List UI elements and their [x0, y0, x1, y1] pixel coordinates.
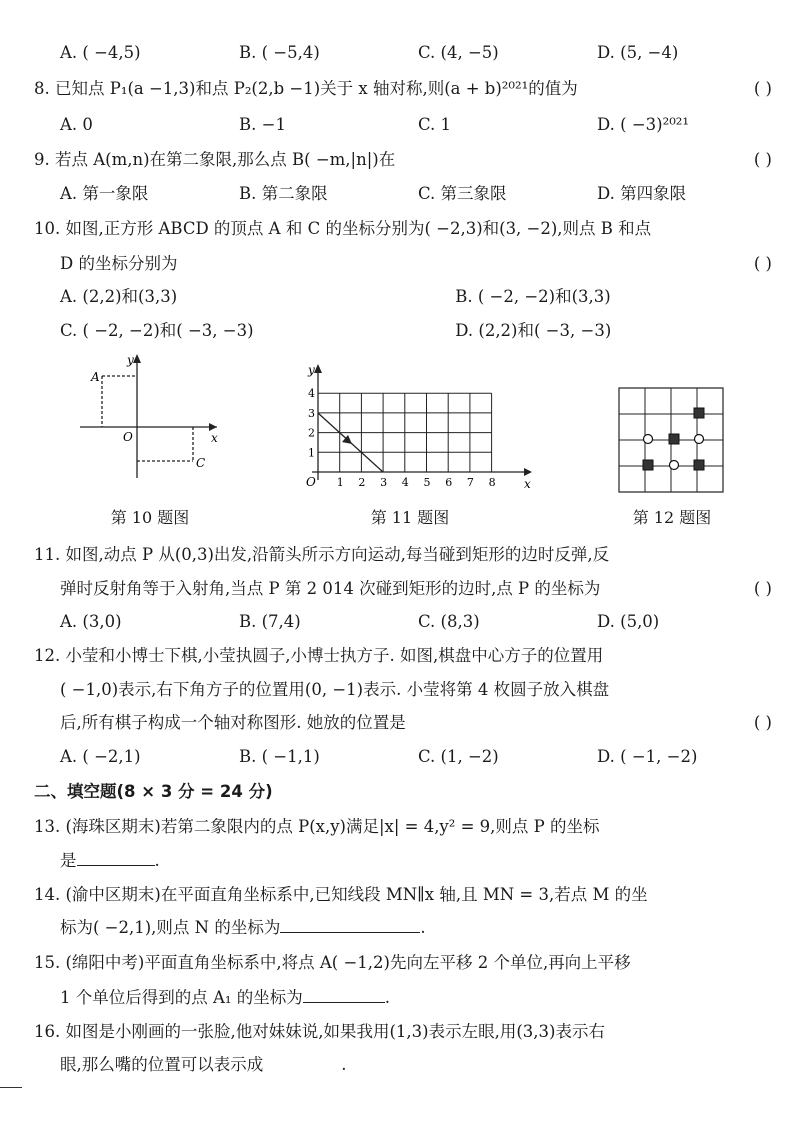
section-fill-in-heading: 二、填空题(8 × 3 分 = 24 分) — [34, 782, 273, 801]
q7-option-b: B. ( −5,4) — [239, 43, 320, 62]
fig11-y-tick-label: 4 — [308, 387, 315, 401]
q9-option-a: A. 第一象限 — [60, 184, 149, 203]
q10-option-d: D. (2,2)和( −3, −3) — [455, 321, 612, 340]
q8-options — [34, 110, 776, 140]
q11-option-d: D. (5,0) — [597, 612, 660, 631]
q10-stem-line1: 10. 如图,正方形 ABCD 的顶点 A 和 C 的坐标分别为( −2,3)和(3, −2),则点 B 和点 — [34, 219, 652, 238]
q11-option-c: C. (8,3) — [418, 612, 480, 631]
fig11-x-tick-label: 4 — [401, 476, 409, 489]
page-corner-rule — [0, 1087, 22, 1088]
q14-stem-line1: 14. (渝中区期末)在平面直角坐标系中,已知线段 MN∥x 轴,且 MN = 3,若点 M 的坐 — [34, 885, 648, 904]
fig11-x-tick-label: 2 — [358, 476, 366, 489]
q16-stem-line2-end: . — [341, 1055, 347, 1074]
q13-stem-line2-end: . — [154, 851, 160, 870]
q8-option-d: D. ( −3)²⁰²¹ — [597, 115, 690, 134]
fig11-x-tick-label: 8 — [488, 476, 496, 489]
fig10-caption: 第 10 题图 — [110, 508, 190, 527]
fig11-x-tick-label: 3 — [380, 476, 388, 489]
fig12-chessboard-diagram — [615, 384, 727, 496]
q12-stem-line2 — [34, 675, 776, 705]
fig10-label-x: x — [211, 431, 218, 445]
q12-option-d: D. ( −1, −2) — [597, 747, 698, 766]
q7-option-d: D. (5, −4) — [597, 43, 679, 62]
q11-stem-line2 — [34, 574, 776, 604]
fig11-caption: 第 11 题图 — [370, 508, 450, 527]
q10-option-a: A. (2,2)和(3,3) — [60, 287, 178, 306]
fig11-x-tick-label: 5 — [423, 476, 431, 489]
q9-option-d: D. 第四象限 — [597, 184, 687, 203]
q10-stem-line2 — [34, 249, 776, 279]
q8-option-c: C. 1 — [418, 115, 452, 134]
q8-stem-text: 8. 已知点 P₁(a −1,3)和点 P₂(2,b −1)关于 x 轴对称,则(a + b)²⁰²¹的值为 — [34, 79, 578, 98]
q11-stem-line1: 11. 如图,动点 P 从(0,3)出发,沿箭头所示方向运动,每当碰到矩形的边时反弹,反 — [34, 545, 610, 564]
q14-stem-line2 — [34, 913, 776, 943]
q9-stem-text: 9. 若点 A(m,n)在第二象限,那么点 B( −m,|n|)在 — [34, 150, 396, 169]
fig11-y-tick-label: 3 — [308, 406, 315, 420]
q15-stem-line1: 15. (绵阳中考)平面直角坐标系中,将点 A( −1,2)先向左平移 2 个单位,再向上平移 — [34, 953, 631, 972]
fig11-label-x: x — [524, 477, 531, 490]
q14-answer-blank[interactable] — [280, 914, 420, 933]
fig12-square-piece — [694, 460, 704, 470]
fig11-rectangle-grid-diagram — [298, 360, 538, 490]
q8-stem — [34, 74, 776, 104]
q13-stem-line2 — [34, 846, 776, 876]
fig12-square-piece — [669, 434, 679, 444]
q9-answer-bracket: ( ) — [753, 150, 772, 169]
fig11-x-arrow — [524, 468, 532, 476]
fig12-round-piece — [644, 435, 653, 444]
q10-options-row1 — [34, 282, 776, 312]
fig10-label-origin: O — [123, 430, 133, 444]
q13-stem-line2-text: 是 — [60, 851, 77, 870]
q10-option-b: B. ( −2, −2)和(3,3) — [455, 287, 611, 306]
fig11-label-origin: O — [306, 475, 316, 489]
q11-options — [34, 607, 776, 637]
q16-stem-line2 — [34, 1050, 776, 1080]
fig12-caption: 第 12 题图 — [632, 508, 712, 527]
fig11-x-tick-label: 1 — [336, 476, 344, 489]
q12-stem-line3-text: 后,所有棋子构成一个轴对称图形. 她放的位置是 — [60, 713, 406, 732]
fig11-y-arrow — [314, 364, 322, 373]
fig10-label-c: C — [196, 456, 206, 470]
q12-option-c: C. (1, −2) — [418, 747, 499, 766]
q9-options — [34, 179, 776, 209]
q16-stem-line2-text: 眼,那么嘴的位置可以表示成 — [60, 1055, 264, 1074]
fig11-grid — [318, 393, 492, 472]
q10-options-row2 — [34, 316, 776, 346]
q15-stem-line2 — [34, 983, 776, 1013]
fig10-x-arrow — [209, 423, 217, 431]
q11-option-a: A. (3,0) — [60, 612, 122, 631]
fig11-x-tick-label: 6 — [445, 476, 453, 489]
q7-option-c: C. (4, −5) — [418, 43, 499, 62]
fig12-round-piece — [670, 461, 679, 470]
q8-option-a: A. 0 — [60, 115, 93, 134]
q8-option-b: B. −1 — [239, 115, 286, 134]
q8-answer-bracket: ( ) — [753, 79, 772, 98]
q15-stem-line2-end: . — [384, 988, 391, 1007]
fig10-y-arrow — [133, 354, 141, 363]
q10-answer-bracket: ( ) — [753, 254, 772, 273]
q16-stem-line1: 16. 如图是小刚画的一张脸,他对妹妹说,如果我用(1,3)表示左眼,用(3,3)表示右 — [34, 1022, 605, 1041]
fig12-round-piece — [695, 435, 704, 444]
fig11-y-tick-labels — [308, 387, 315, 459]
q11-stem-line2-text: 弹时反射角等于入射角,当点 P 第 2 014 次碰到矩形的边时,点 P 的坐标为 — [60, 579, 601, 598]
q12-stem-line2-text: ( −1,0)表示,右下角方子的位置用(0, −1)表示. 小莹将第 4 枚圆子放入棋盘 — [60, 680, 610, 699]
q13-stem-line1: 13. (海珠区期末)若第二象限内的点 P(x,y)满足|x| = 4,y² = 9,则点 P 的坐标 — [34, 817, 600, 836]
q7-option-a: A. ( −4,5) — [60, 43, 141, 62]
q14-stem-line2-text: 标为( −2,1),则点 N 的坐标为 — [60, 918, 281, 937]
q9-stem — [34, 145, 776, 175]
q12-stem-line1: 12. 小莹和小博士下棋,小莹执圆子,小博士执方子. 如图,棋盘中心方子的位置用 — [34, 646, 604, 665]
fig11-label-y: y — [308, 363, 315, 377]
q15-answer-blank[interactable] — [303, 984, 385, 1003]
fig12-square-piece — [694, 408, 704, 418]
q12-stem-line3 — [34, 708, 776, 738]
q12-answer-bracket: ( ) — [753, 713, 772, 732]
fig11-y-tick-label: 1 — [308, 446, 315, 460]
fig11-x-tick-label: 7 — [466, 476, 474, 489]
fig12-square-piece — [643, 460, 653, 470]
q10-stem-line2-text: D 的坐标分别为 — [60, 254, 178, 273]
fig11-y-tick-label: 2 — [308, 426, 315, 440]
q12-options — [34, 742, 776, 772]
q9-option-b: B. 第二象限 — [239, 184, 328, 203]
fig10-label-a: A — [91, 370, 100, 384]
q9-option-c: C. 第三象限 — [418, 184, 507, 203]
q15-stem-line2-text: 1 个单位后得到的点 A₁ 的坐标为 — [60, 988, 303, 1007]
fig10-label-y: y — [127, 353, 134, 367]
q11-answer-bracket: ( ) — [753, 579, 772, 598]
q14-stem-line2-end: . — [420, 918, 426, 937]
q7-options — [34, 38, 776, 68]
fig10-square-diagram — [75, 350, 225, 480]
q12-option-b: B. ( −1,1) — [239, 747, 320, 766]
q13-answer-blank[interactable] — [77, 847, 155, 866]
q12-option-a: A. ( −2,1) — [60, 747, 141, 766]
fig11-x-tick-labels — [337, 476, 496, 489]
q10-option-c: C. ( −2, −2)和( −3, −3) — [60, 321, 254, 340]
q11-option-b: B. (7,4) — [239, 612, 301, 631]
